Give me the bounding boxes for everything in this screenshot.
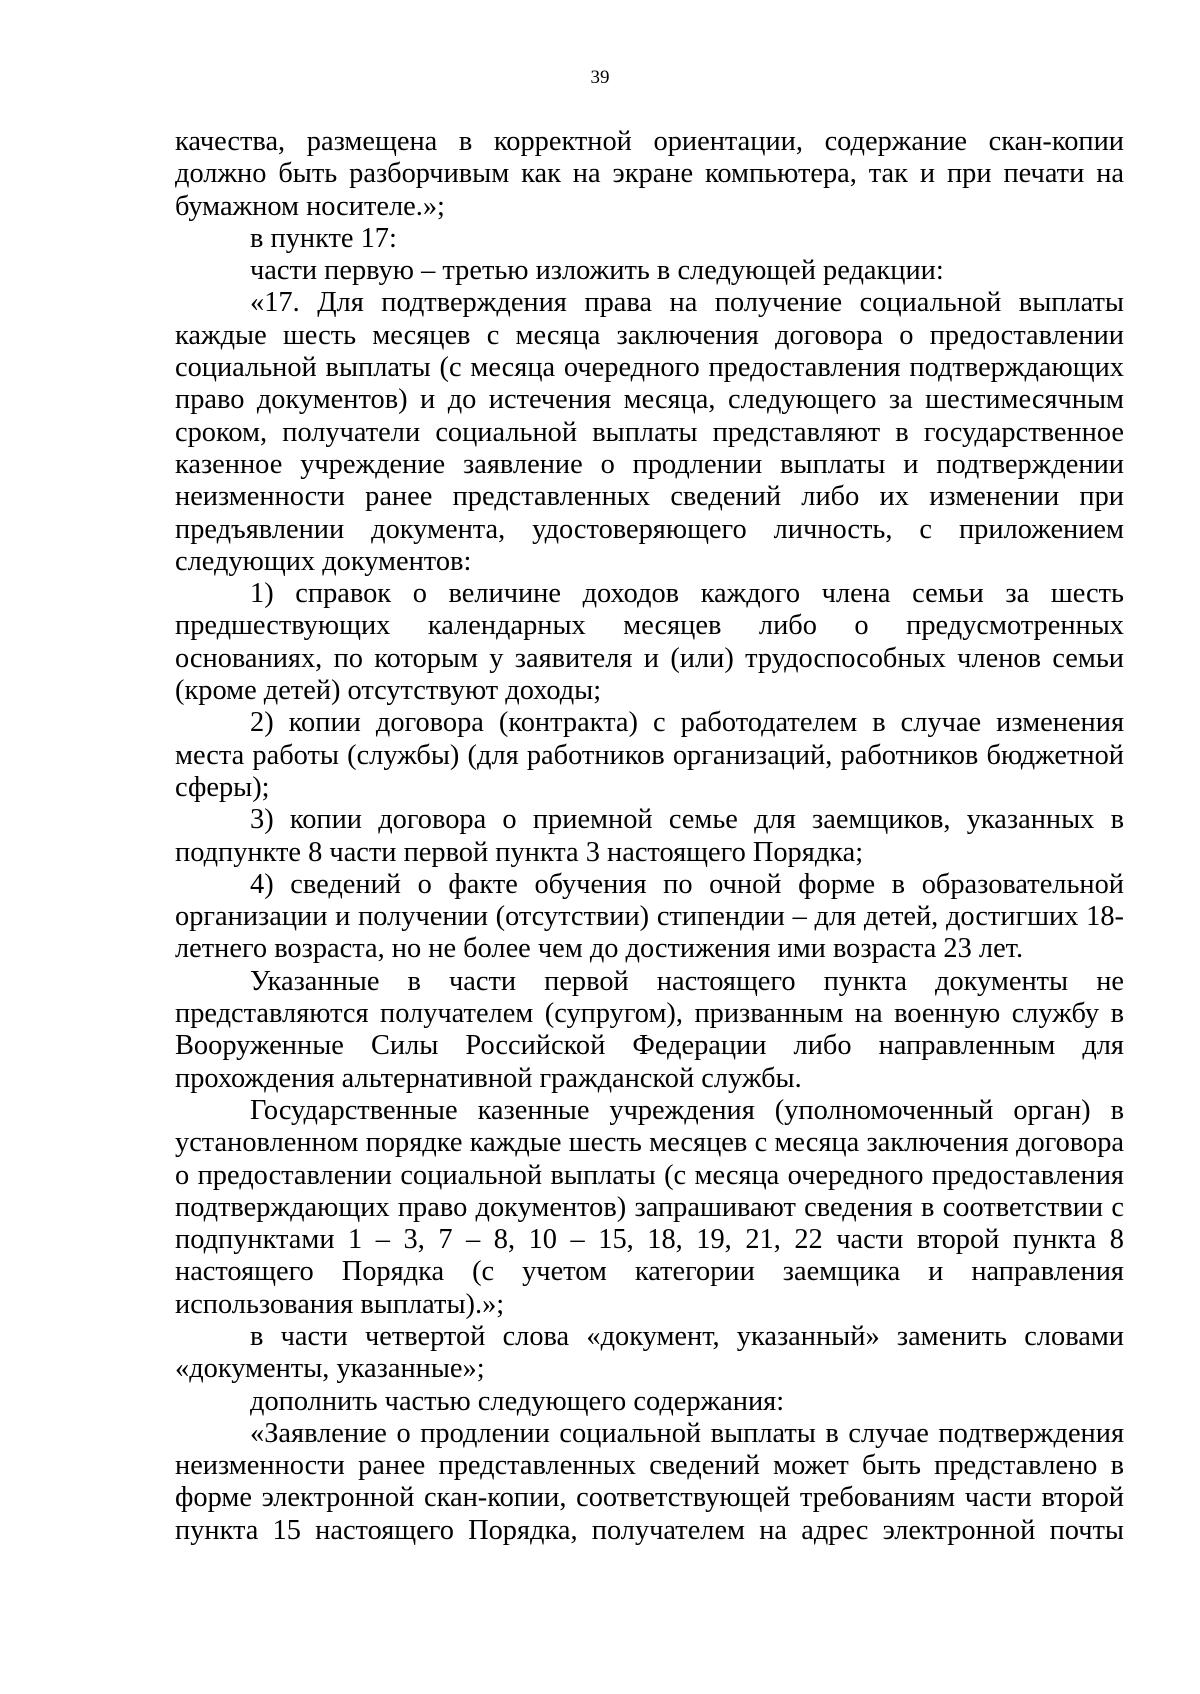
paragraph-part-four-amendment: в части четвертой слова «документ, указанный» заменить словами «документы, указанные»; [175, 1320, 1124, 1385]
page-number: 39 [590, 67, 610, 88]
paragraph-institution-requests: Государственные казенные учреждения (уполномоченный орган) в установленном порядке каждые шесть месяцев с месяца заключения договора о предоставлении социальной выплаты (с месяца очередного предоставления подтверждающих право документов) запрашивают сведения в соответствии с подпунктами 1 – 3, 7 – 8, 10 – 15, 18, 19, 21, 22 части второй пункта 8 настоящего Порядка (с учетом категории заемщика и направления использования выплаты).»; [175, 1094, 1124, 1320]
paragraph-edit-instruction: части первую – третью изложить в следующей редакции: [250, 255, 944, 287]
paragraph-point-17-heading: в пункте 17: [250, 222, 397, 254]
document-body [175, 126, 1124, 1547]
list-item-3-foster-family-contract: 3) копии договора о приемной семье для заемщиков, указанных в подпункте 8 части первой пункта 3 настоящего Порядка; [175, 804, 1124, 868]
list-item-2-employment-contract: 2) копии договора (контракта) с работодателем в случае изменения места работы (службы) (для работников организаций, работников бюджетной сферы); [175, 707, 1124, 803]
paragraph-military-exemption: Указанные в части первой настоящего пункта документы не представляются получателем (супругом), призванным на военную службу в Вооруженные Силы Российской Федерации либо направленным для прохождения альтернативной гражданской службы. [175, 965, 1124, 1094]
paragraph-electronic-application: «Заявление о продлении социальной выплаты в случае подтверждения неизменности ранее представленных сведений может быть представлено в форме электронной скан-копии, соответствующей требованиям части второй пункта 15 настоящего Порядка, получателем на адрес электронной почты [175, 1417, 1124, 1546]
list-item-1-income-certificates: 1) справок о величине доходов каждого члена семьи за шесть предшествующих календарных месяцев либо о предусмотренных основаниях, по которым у заявителя и (или) трудоспособных членов семьи (кроме детей) отсутствуют доходы; [175, 578, 1124, 707]
paragraph-point-17-text: «17. Для подтверждения права на получение социальной выплаты каждые шесть месяцев с месяца заключения договора о предоставлении социальной выплаты (с месяца очередного предоставления подтверждающих право документов) и до истечения месяца, следующего за шестимесячным сроком, получатели социальной выплаты представляют в государственное казенное учреждение заявление о продлении выплаты и подтверждении неизменности ранее представленных сведений либо их изменении при предъявлении документа, удостоверяющего личность, с приложением следующих документов: [175, 287, 1124, 577]
paragraph-add-part: дополнить частью следующего содержания: [250, 1385, 785, 1417]
list-item-4-education-info: 4) сведений о факте обучения по очной форме в образовательной организации и получении (отсутствии) стипендии – для детей, достигших 18-летнего возраста, но не более чем до достижения ими возраста 23 лет. [175, 868, 1124, 965]
paragraph-scan-copy-requirements-end: качества, размещена в корректной ориентации, содержание скан-копии должно быть разборчивым как на экране компьютера, так и при печати на бумажном носителе.»; [175, 126, 1124, 222]
